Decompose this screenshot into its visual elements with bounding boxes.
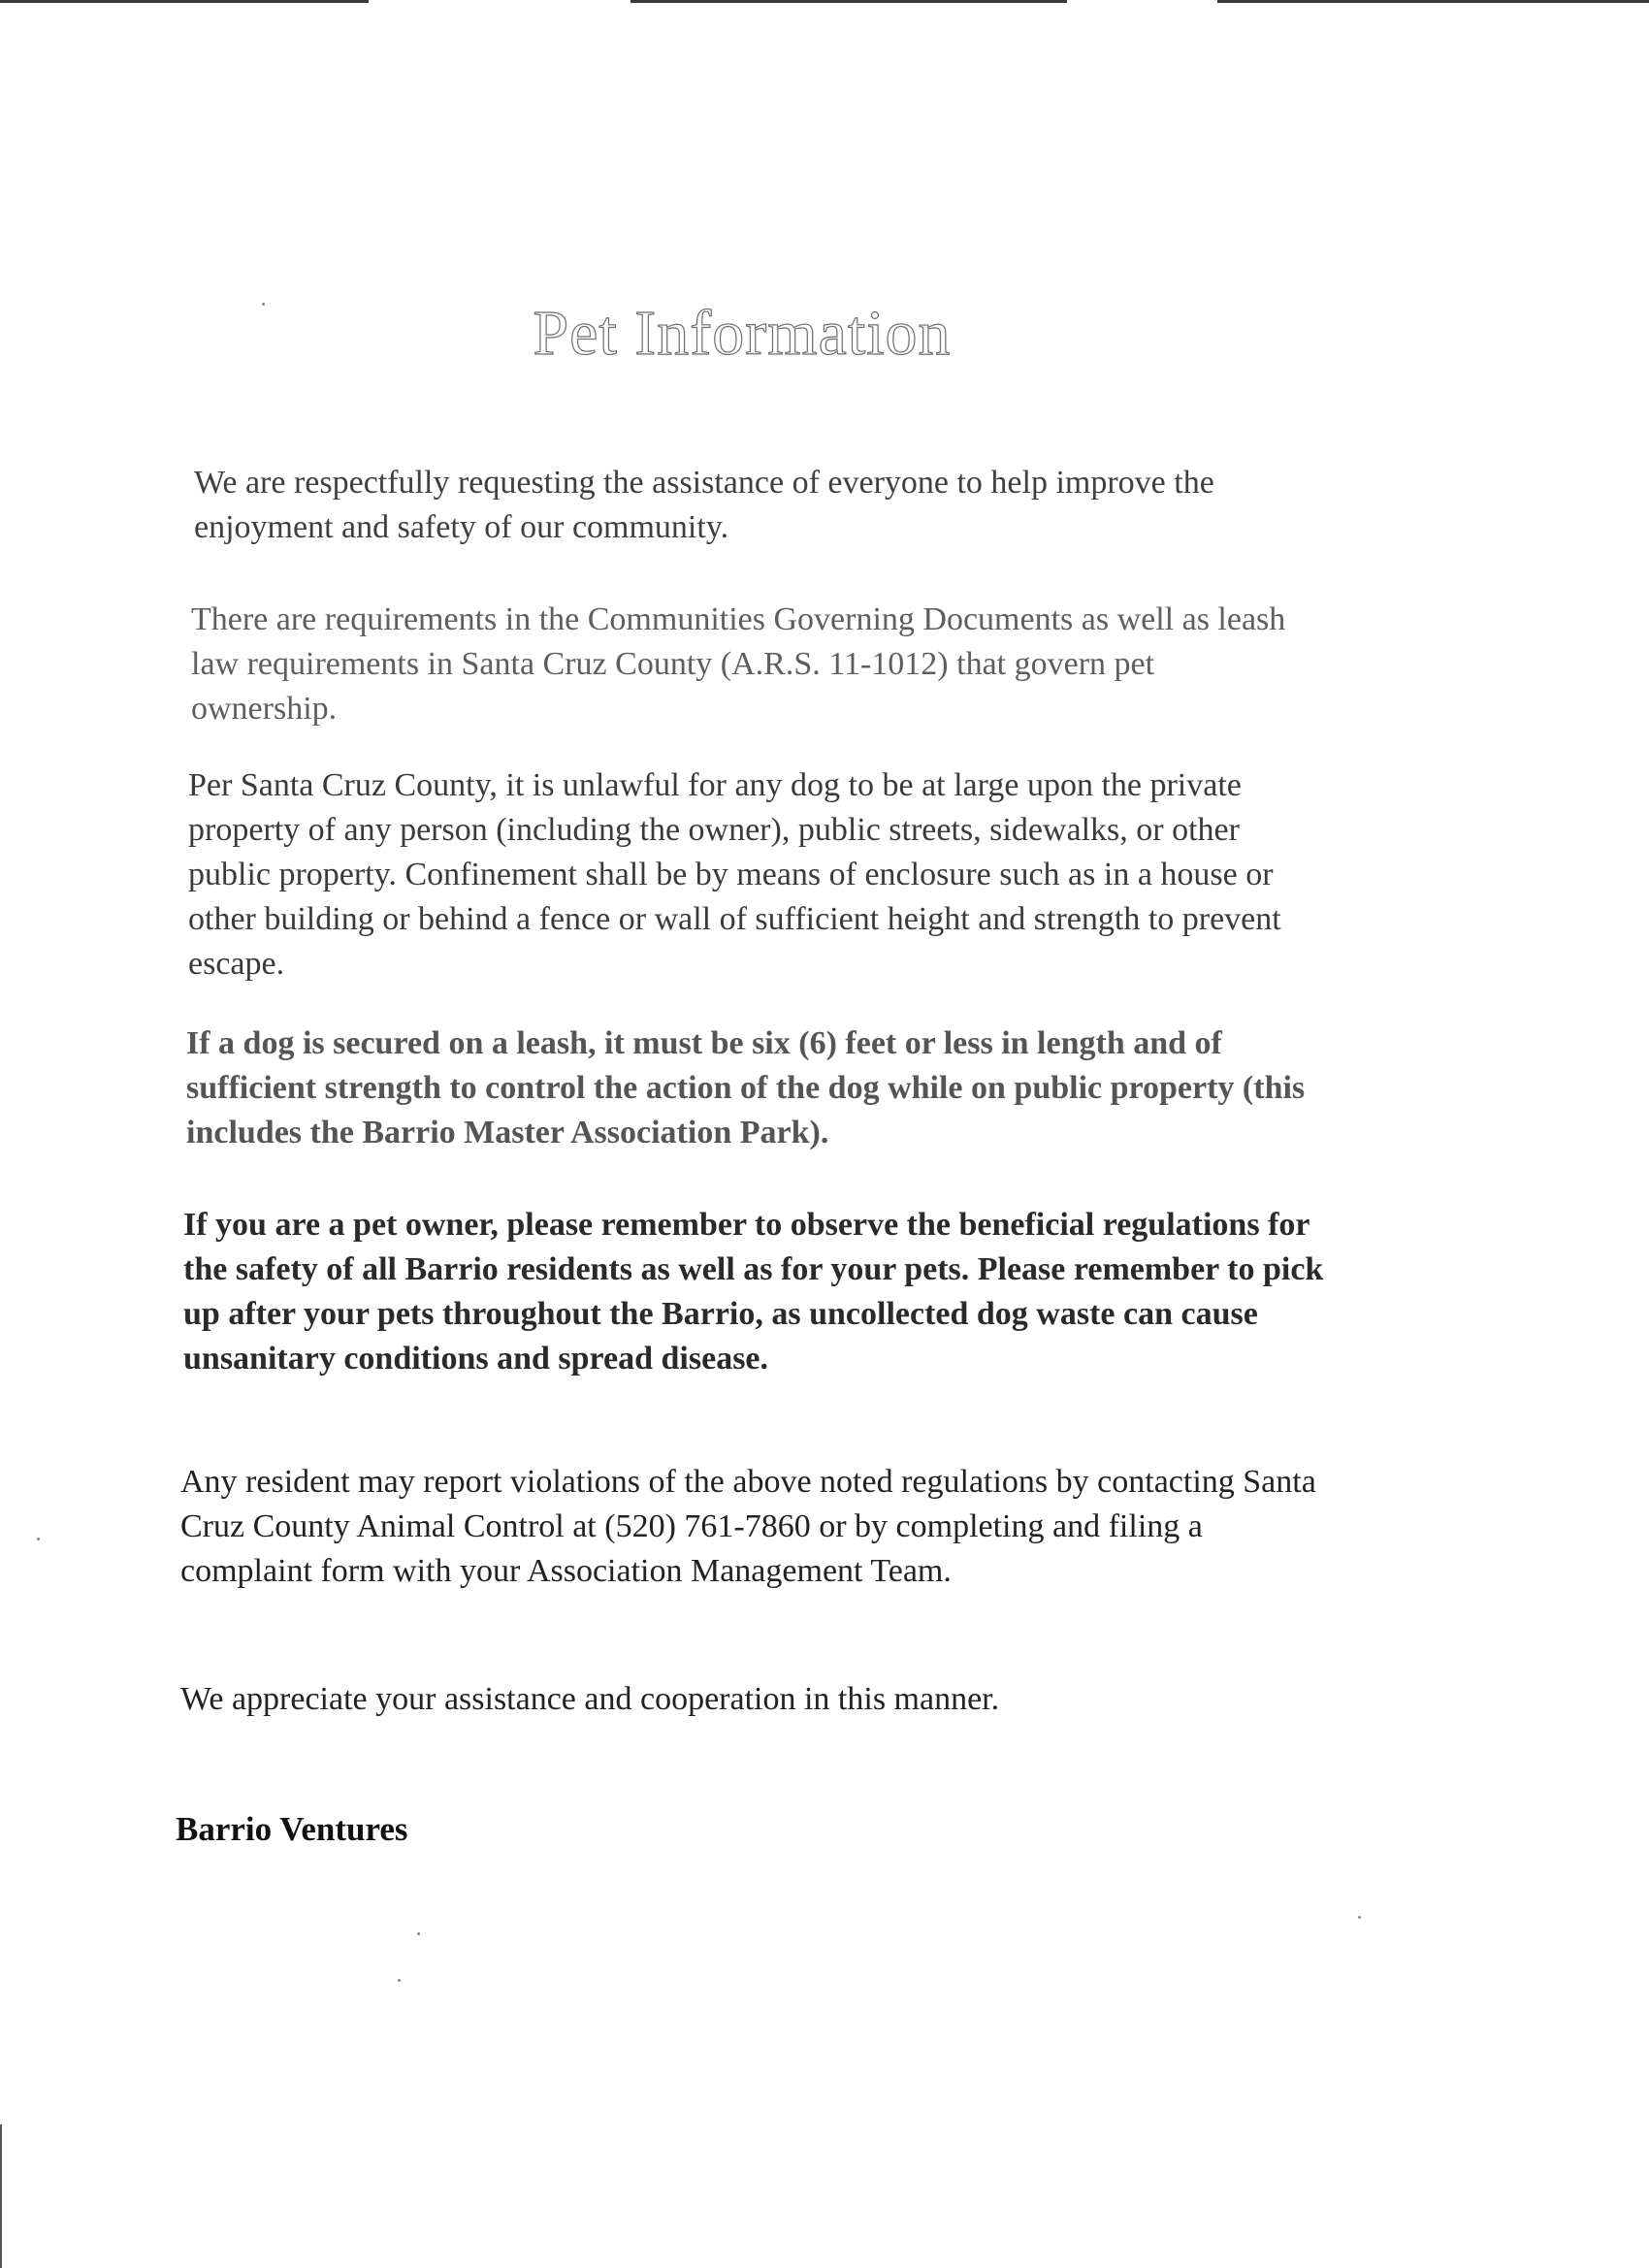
paragraph-appreciation: We appreciate your assistance and cooperation in this manner. — [180, 1681, 1000, 1717]
paragraph-leash-rule: If a dog is secured on a leash, it must be six (6) feet or less in length and of sufficient strength to control the action of the dog while on public property (this includes the Barrio Master Association Park). — [186, 1025, 1306, 1150]
paragraph-county-rule: Per Santa Cruz County, it is unlawful for any dog to be at large upon the private property of any person (including the owner), public streets, sidewalks, or other public property. Confinement shall be by means of enclosure such as in a house or other building or behind a fence or wall of sufficient height and strength to prevent escape. — [188, 767, 1281, 982]
scan-top-edge-right — [1217, 0, 1649, 3]
page-title: Pet Information — [533, 298, 952, 370]
paragraph-report-violations: Any resident may report violations of the above noted regulations by contacting Santa Cruz County Animal Control at (520) 761-7860 or by completing and filing a complaint form with your Association Management Team. — [180, 1464, 1316, 1589]
scan-speck — [1358, 1916, 1361, 1919]
scan-left-edge — [0, 2124, 2, 2268]
paragraph-intro: We are respectfully requesting the assistance of everyone to help improve the enjoyment and safety of our community. — [194, 465, 1214, 545]
paragraph-requirements: There are requirements in the Communities Governing Documents as well as leash law requirements in Santa Cruz County (A.R.S. 11-1012) that govern pet ownership. — [191, 601, 1286, 727]
scan-speck — [37, 1538, 40, 1540]
signature: Barrio Ventures — [176, 1810, 408, 1848]
scan-speck — [417, 1932, 420, 1935]
scan-top-edge-middle — [630, 0, 1067, 3]
scan-speck — [398, 1979, 401, 1982]
scan-top-edge-left — [0, 0, 369, 3]
paragraph-pet-owner: If you are a pet owner, please remember to observe the beneficial regulations for the safety of all Barrio residents as well as for your pets. Please remember to pick up after your pets throughout the Barrio, as uncollected dog waste can cause unsanitary conditions and spread disease. — [183, 1207, 1324, 1377]
